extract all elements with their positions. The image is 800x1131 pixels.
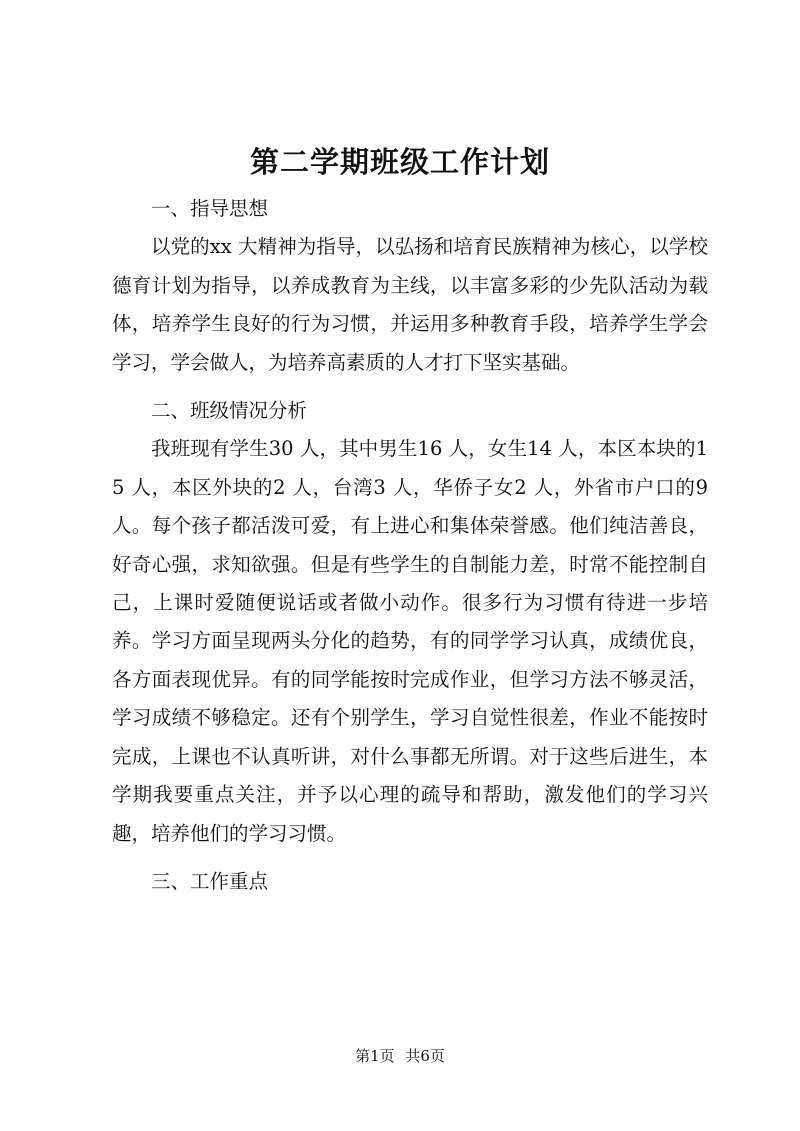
document-body [112,190,708,901]
page-total: 共6页 [405,1047,445,1065]
page-number: 第1页 [355,1047,395,1065]
paragraph-class-analysis: 我班现有学生30 人，其中男生16 人，女生14 人，本区本块的15 人，本区外块的2 人，台湾3 人，华侨子女2 人，外省市户口的9 人。每个孩子都活泼可爱，有上进心和集体荣誉感。他们纯洁善良，好奇心强，求知欲强。但是有些学生的自制能力差，时常不能控制自己，上课时爱随便说话或者做小动作。很多行为习惯有待进一步培养。学习方面呈现两头分化的趋势，有的同学学习认真，成绩优良，各方面表现优异。有的同学能按时完成作业，但学习方法不够灵活，学习成绩不够稳定。还有个别学生，学习自觉性很差，作业不能按时完成，上课也不认真听讲，对什么事都无所谓。对于这些后进生，本学期我要重点关注，并予以心理的疏导和帮助，激发他们的学习兴趣，培养他们的学习习惯。 [112,437,708,845]
section-heading-guiding-thought: 一、指导思想 [151,197,269,220]
section-heading-work-focus: 三、工作重点 [151,869,269,893]
paragraph-guiding-thought: 以党的xx 大精神为指导，以弘扬和培育民族精神为核心，以学校德育计划为指导，以养成教育为主线，以丰富多彩的少先队活动为载体，培养学生良好的行为习惯，并运用多种教育手段，培养学生学会学习，学会做人，为培养高素质的人才打下坚实基础。 [112,235,708,374]
page-footer [0,1046,800,1066]
page-title: 第二学期班级工作计划 [249,145,550,179]
section-heading-class-analysis: 二、班级情况分析 [151,399,308,423]
